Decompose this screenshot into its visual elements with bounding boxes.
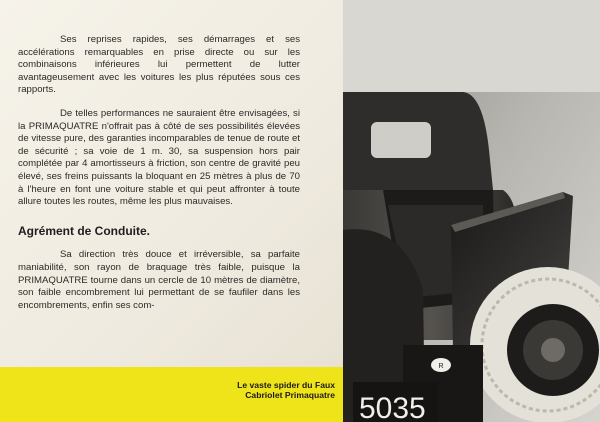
caption-line-2: Cabriolet Primaquatre	[245, 390, 335, 400]
paragraph-performances: De telles performances ne sauraient être envisagées, si la PRIMAQUATRE n'offrait pas à côté de ses possibilités élevées de vitesse pure, des garanties incomparables de tenue de route et de sécurité ; sa voie de 1 m. 30, sa suspension hors pair complétée par 4 amortisseurs à friction, son centre de gravité peu élevé, ses freins puissants la bloquant en 25 mètres à plus de 70 à l'heure en font une voiture stable et qui peut affronter à toute allure toutes les routes, même les plus mauvaises.	[18, 107, 300, 208]
caption-line-1: Le vaste spider du Faux	[237, 380, 335, 390]
paragraph-reprises: Ses reprises rapides, ses démarrages et ses accélérations remarquables en prise directe ou sur les combinaisons inférieures lui permettent de lutter avantageusement avec les voitures les plus réputées sous ces rapports.	[18, 34, 300, 96]
car-photo	[343, 0, 600, 422]
caption-band	[0, 367, 343, 422]
photo-caption	[237, 380, 335, 400]
rear-window	[371, 122, 431, 158]
plate-text: 5035	[359, 392, 426, 422]
body-text	[18, 34, 300, 323]
badge-text: R	[438, 363, 444, 370]
paragraph-direction: Sa direction très douce et irréversible, sa parfaite maniabilité, son rayon de braquage très faible, puisque la PRIMAQUATRE tourne dans un cercle de 10 mètres de diamètre, son faible encombrement lui permettant de se faufiler dans les encombrements, enfin ses com-	[18, 249, 300, 311]
section-heading: Agrément de Conduite.	[18, 223, 151, 238]
